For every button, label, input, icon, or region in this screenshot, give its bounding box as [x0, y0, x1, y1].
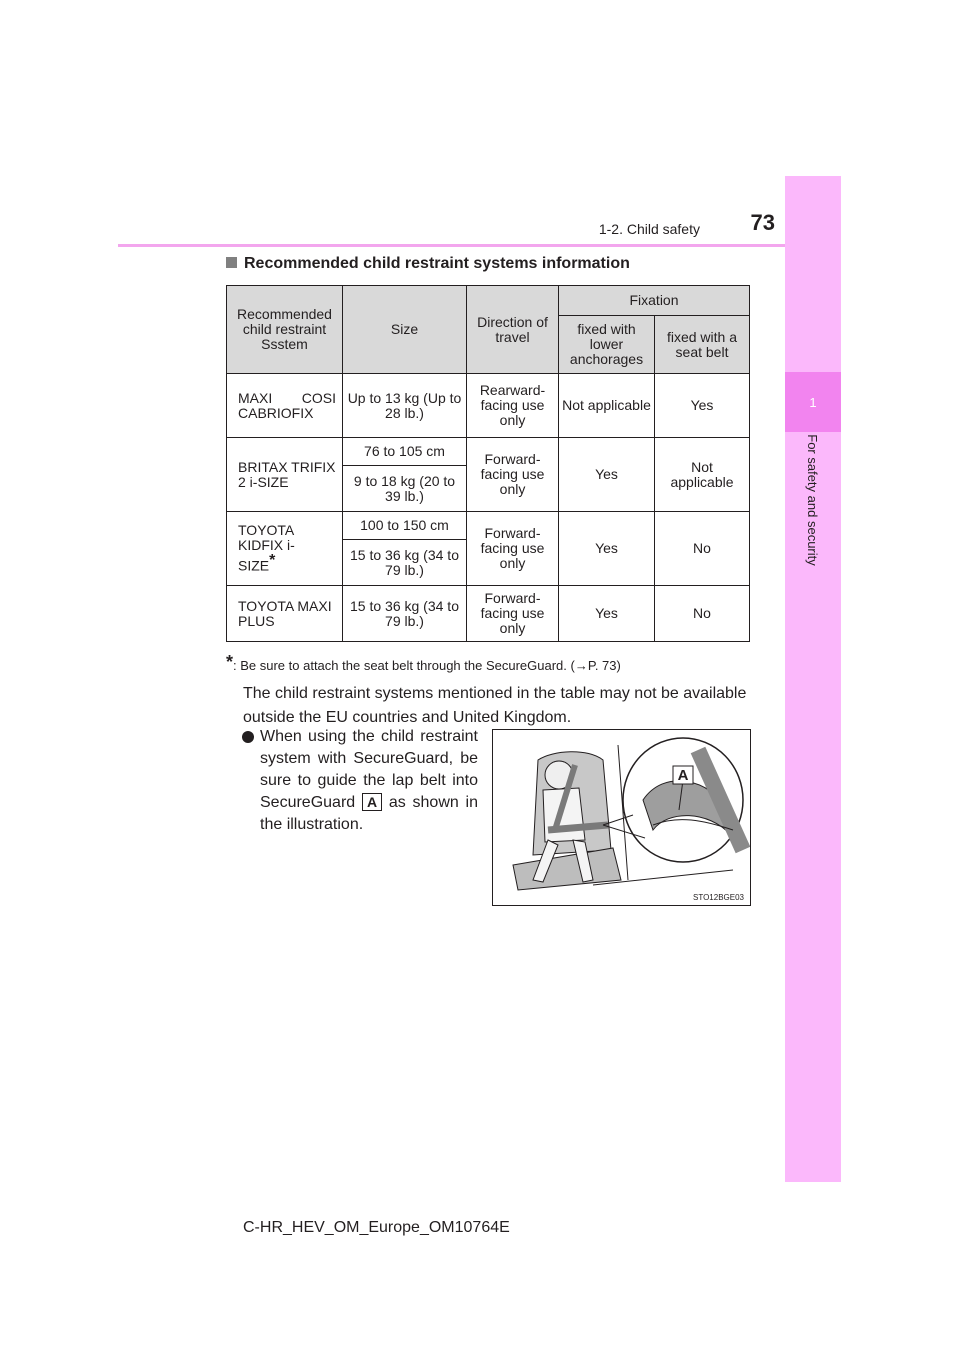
footnote-text: : Be sure to attach the seat belt through the SecureGuard. (→P. 73): [233, 658, 621, 673]
footnote: [226, 652, 621, 673]
row4-belt: No: [655, 586, 750, 642]
row2-size-weight: 9 to 18 kg (20 to 39 lb.): [343, 466, 467, 512]
row4-direction: Forward-facing use only: [467, 586, 559, 642]
section-title: [226, 255, 630, 273]
row4-name: TOYOTA MAXI PLUS: [227, 586, 343, 642]
header-system: Recommended child restraint Ssstem: [227, 286, 343, 374]
row1-name-line2: CABRIOFIX: [238, 404, 314, 421]
header-lower-anchorages: fixed with lower anchorages: [559, 316, 655, 374]
row3-belt: No: [655, 512, 750, 586]
row3-name: TOYOTA KIDFIX i-SIZE: [238, 522, 295, 574]
header-size: Size: [343, 286, 467, 374]
square-bullet-icon: [226, 257, 237, 268]
row3-size-length: 100 to 150 cm: [343, 512, 467, 540]
row2-direction: Forward-facing use only: [467, 438, 559, 512]
row1-size: Up to 13 kg (Up to 28 lb.): [343, 374, 467, 438]
row3-lower: Yes: [559, 512, 655, 586]
row4-size: 15 to 36 kg (34 to 79 lb.): [343, 586, 467, 642]
row1-direction: Rearward-facing use only: [467, 374, 559, 438]
illustration-label-a: A: [677, 766, 689, 784]
row3-direction: Forward-facing use only: [467, 512, 559, 586]
bullet-text-main: When using the child restraint system with SecureGuard, be sure to guide the lap belt into SecureGuard: [260, 728, 478, 811]
bullet-icon: [242, 731, 254, 743]
row1-lower: Not applicable: [559, 374, 655, 438]
row2-belt: Not applicable: [655, 438, 750, 512]
row1-belt: Yes: [655, 374, 750, 438]
footnote-mark: *: [226, 652, 234, 672]
bullet-text: [260, 726, 478, 836]
row3-footnote-mark: *: [269, 552, 276, 570]
row2-name: BRITAX TRIFIX 2 i-SIZE: [227, 438, 343, 512]
row1-name-line1: MAXI COSI: [238, 389, 336, 406]
key-a-label: A: [362, 793, 382, 811]
document-id: C-HR_HEV_OM_Europe_OM10764E: [243, 1219, 510, 1236]
header-direction: Direction of travel: [467, 286, 559, 374]
side-tab: [785, 176, 841, 1182]
illustration-caption: STO12BGE03: [693, 893, 744, 902]
row3-name-cell: [227, 512, 343, 586]
header-seat-belt: fixed with a seat belt: [655, 316, 750, 374]
chapter-title: For safety and security: [805, 434, 821, 566]
chapter-number: 1: [785, 372, 841, 432]
row2-lower: Yes: [559, 438, 655, 512]
availability-note: The child restraint systems mentioned in the table may not be available outside the EU countries and United Kingdom.: [243, 685, 747, 726]
page-number: 73: [750, 210, 775, 235]
header-rule: [118, 244, 840, 247]
secureguard-illustration: [492, 729, 751, 906]
row4-lower: Yes: [559, 586, 655, 642]
section-label: 1-2. Child safety: [598, 221, 700, 237]
bullet-text-after: as shown in the illustration.: [260, 794, 478, 833]
row3-size-weight: 15 to 36 kg (34 to 79 lb.): [343, 540, 467, 586]
illustration-drawing: [493, 730, 750, 905]
restraint-table: [226, 285, 750, 642]
section-title-text: Recommended child restraint systems information: [244, 255, 630, 272]
header-fixation: Fixation: [559, 286, 750, 316]
row1-name: [227, 374, 343, 438]
row2-size-length: 76 to 105 cm: [343, 438, 467, 466]
